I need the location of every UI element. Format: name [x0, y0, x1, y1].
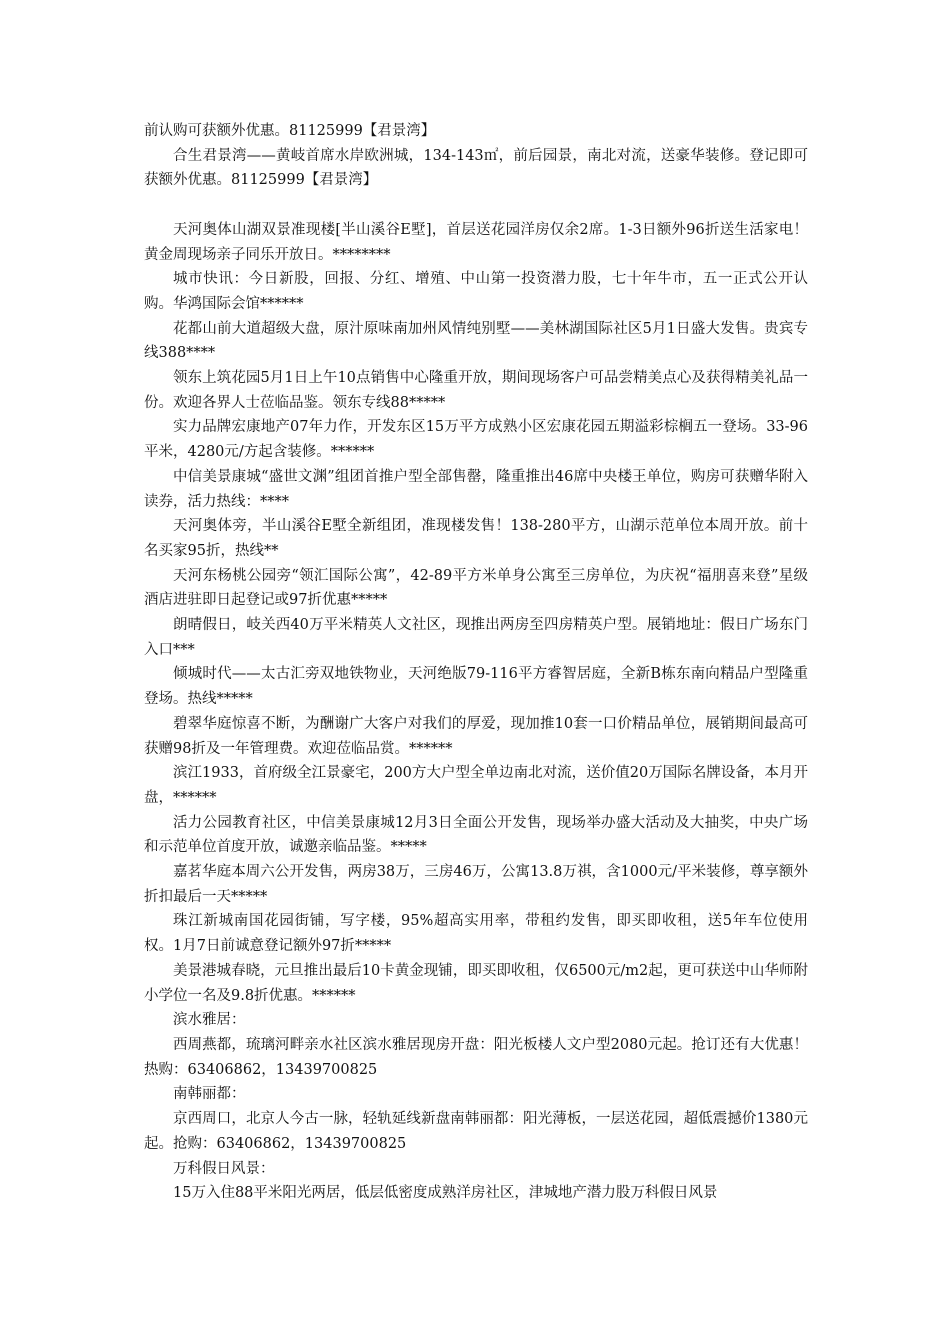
paragraph: 合生君景湾——黄岐首席水岸欧洲城，134-143㎡，前后园景，南北对流，送豪华装修。登记即可获额外优惠。81125999【君景湾】	[144, 147, 808, 189]
paragraph: 碧翠华庭惊喜不断，为酬谢广大客户对我们的厚爱，现加推10套一口价精品单位，展销期间最高可获赠98折及一年管理费。欢迎莅临品赏。******	[144, 715, 808, 757]
paragraph: 活力公园教育社区，中信美景康城12月3日全面公开发售，现场举办盛大活动及大抽奖，中央广场和示范单位首度开放，诚邀亲临品鉴。*****	[144, 814, 808, 856]
paragraph: 朗晴假日，岐关西40万平米精英人文社区，现推出两房至四房精英户型。展销地址：假日广场东门入口***	[144, 617, 808, 658]
paragraph: 京西周口，北京人今古一脉，轻轨延线新盘南韩丽都：阳光薄板，一层送花园，超低震撼价1380元起。抢购：63406862，13439700825	[144, 1111, 808, 1152]
paragraph: 天河奥体山湖双景准现楼[半山溪谷E墅]，首层送花园洋房仅余2席。1-3日额外96折送生活家电！黄金周现场亲子同乐开放日。********	[144, 221, 808, 263]
paragraph: 花都山前大道超级大盘，原汁原味南加州风情纯别墅——美林湖国际社区5月1日盛大发售。贵宾专线388****	[144, 320, 808, 362]
paragraph: 天河东杨桃公园旁“领汇国际公寓”，42-89平方米单身公寓至三房单位，为庆祝“福朋喜来登”星级酒店进驻即日起登记或97折优惠*****	[144, 567, 808, 609]
paragraph: 滨江1933，首府级全江景豪宅，200方大户型全单边南北对流，送价值20万国际名牌设备，本月开盘，******	[144, 765, 808, 806]
paragraph: 嘉茗华庭本周六公开发售，两房38万，三房46万，公寓13.8万祺，含1000元/平米装修，尊享额外折扣最后一天*****	[144, 864, 808, 905]
paragraph: 前认购可获额外优惠。81125999【君景湾】	[144, 123, 436, 139]
paragraph: 领东上筑花园5月1日上午10点销售中心隆重开放，期间现场客户可品尝精美点心及获得精美礼品一份。欢迎各界人士莅临品鉴。领东专线88*****	[144, 370, 808, 411]
paragraph: 西周燕都，琉璃河畔亲水社区滨水雅居现房开盘：阳光板楼人文户型2080元起。抢订还有大优惠！热购：63406862，13439700825	[144, 1037, 808, 1078]
paragraph: 倾城时代——太古汇旁双地铁物业，天河绝版79-116平方睿智居庭，全新B栋东南向精品户型隆重登场。热线*****	[144, 666, 808, 708]
paragraph: 实力品牌宏康地产07年力作，开发东区15万平方成熟小区宏康花园五期溢彩棕榈五一登场。33-96平米，4280元/方起含装修。******	[144, 419, 808, 461]
section-heading: 万科假日风景：	[173, 1160, 275, 1177]
document-body	[144, 119, 808, 1206]
blank-line	[144, 193, 808, 218]
paragraph: 美景港城春晓，元旦推出最后10卡黄金现铺，即买即收租，仅6500元/m2起，更可获送中山华师附小学位一名及9.8折优惠。******	[144, 962, 808, 1004]
section-heading: 南韩丽都：	[173, 1086, 246, 1103]
paragraph: 中信美景康城“盛世文渊”组团首推户型全部售罄，隆重推出46席中央楼王单位，购房可获赠华附入读券，活力热线：****	[144, 468, 808, 510]
paragraph: 天河奥体旁，半山溪谷E墅全新组团，准现楼发售！138-280平方，山湖示范单位本周开放。前十名买家95折，热线**	[144, 518, 808, 559]
paragraph: 珠江新城南国花园街铺，写字楼，95%超高实用率，带租约发售，即买即收租，送5年车位使用权。1月7日前诚意登记额外97折*****	[144, 913, 808, 955]
paragraph: 15万入住88平米阳光两居，低层低密度成熟洋房社区，津城地产潜力股万科假日风景	[173, 1185, 718, 1202]
paragraph: 城市快讯：今日新股，回报、分红、增殖、中山第一投资潜力股，七十年牛市，五一正式公开认购。华鸿国际会馆******	[144, 271, 808, 312]
section-heading: 滨水雅居：	[173, 1012, 246, 1029]
